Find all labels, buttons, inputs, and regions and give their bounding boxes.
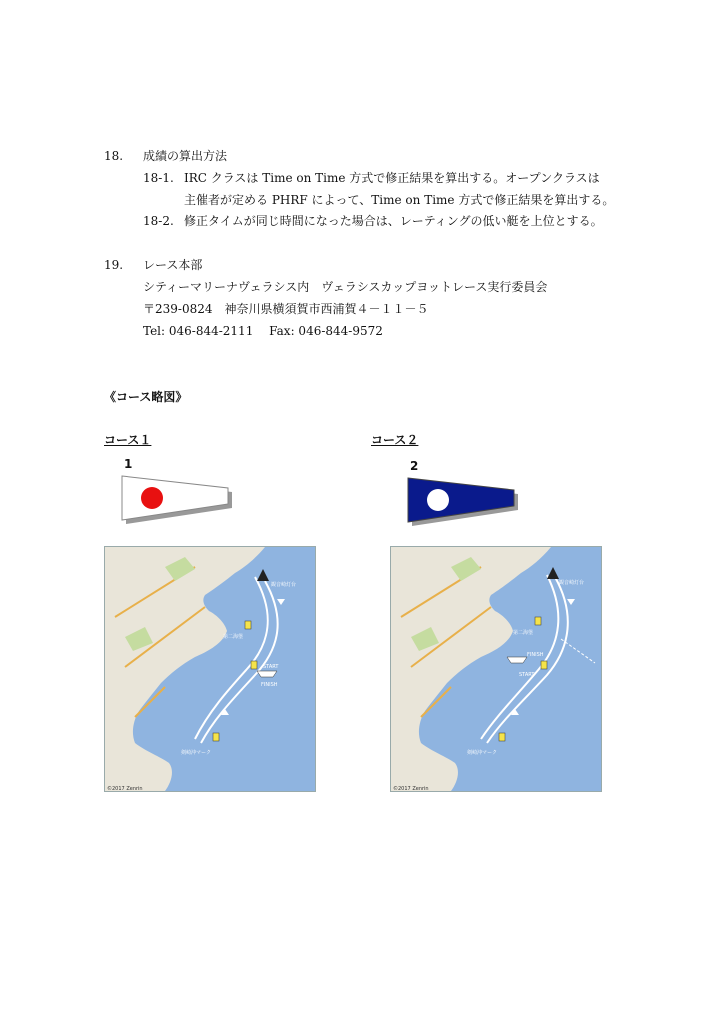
- section-19-phone-fax: Tel: 046-844-2111 Fax: 046-844-9572: [143, 324, 383, 338]
- mark-mid-label: 第二海堡: [513, 630, 534, 636]
- map-copyright: ©2017 Zenrin: [107, 786, 143, 792]
- section-18-number: 18.: [104, 149, 124, 163]
- buoy-icon: [257, 569, 269, 581]
- buoy-icon: [499, 733, 505, 741]
- course-1-label: コース１: [104, 433, 152, 447]
- section-19-address: 〒239-0824 神奈川県横須賀市西浦賀４－１１－５: [143, 302, 429, 316]
- course-2-pennant-flag: [404, 458, 524, 528]
- item-18-2-number: 18-2.: [143, 214, 174, 228]
- section-18-title: 成績の算出方法: [143, 149, 228, 163]
- mark-mid-label: 第二海堡: [223, 634, 244, 640]
- arrow-icon: [277, 599, 285, 605]
- course-1-flag-disc: [141, 487, 163, 509]
- course-1-pennant-flag: [118, 456, 238, 526]
- start-label: START: [519, 672, 535, 678]
- course-2-map: [390, 546, 602, 792]
- course-diagram-heading: 《コース略図》: [104, 390, 188, 404]
- finish-label: FINISH: [261, 682, 278, 688]
- item-18-1-number: 18-1.: [143, 171, 174, 185]
- item-18-1-line2: 主催者が定める PHRF によって、Time on Time 方式で修正結果を算出する。: [184, 193, 615, 207]
- buoy-icon: [251, 661, 257, 669]
- buoy-icon: [213, 733, 219, 741]
- course-2-label: コース２: [371, 433, 419, 447]
- map-copyright: ©2017 Zenrin: [393, 786, 429, 792]
- mark-bottom-label: 剣崎沖マーク: [467, 750, 498, 756]
- finish-label: FINISH: [527, 652, 544, 658]
- committee-boat-icon: [507, 657, 527, 663]
- item-18-1-line1: IRC クラスは Time on Time 方式で修正結果を算出する。オープンクラスは: [184, 171, 600, 185]
- section-19-title: レース本部: [143, 258, 203, 272]
- item-18-2-text: 修正タイムが同じ時間になった場合は、レーティングの低い艇を上位とする。: [184, 214, 603, 228]
- mark-bottom-label: 剣崎沖マーク: [181, 750, 212, 756]
- start-label: START: [263, 664, 279, 670]
- course-2-flag-disc: [427, 489, 449, 511]
- section-19-number: 19.: [104, 258, 124, 272]
- course-2-flag-number: 2: [410, 459, 419, 473]
- buoy-icon: [245, 621, 251, 629]
- section-19-organizer: シティーマリーナヴェラシス内 ヴェラシスカップヨットレース実行委員会: [143, 280, 548, 294]
- course-1-flag-number: 1: [124, 457, 133, 471]
- arrow-icon: [567, 599, 575, 605]
- buoy-icon: [547, 567, 559, 579]
- course-route-return: [195, 577, 268, 739]
- buoy-icon: [535, 617, 541, 625]
- course-1-map: [104, 546, 316, 792]
- mark-top-label: 観音崎灯台: [271, 582, 297, 588]
- course-route-dashed: [561, 639, 595, 663]
- mark-top-label: 観音崎灯台: [559, 580, 585, 586]
